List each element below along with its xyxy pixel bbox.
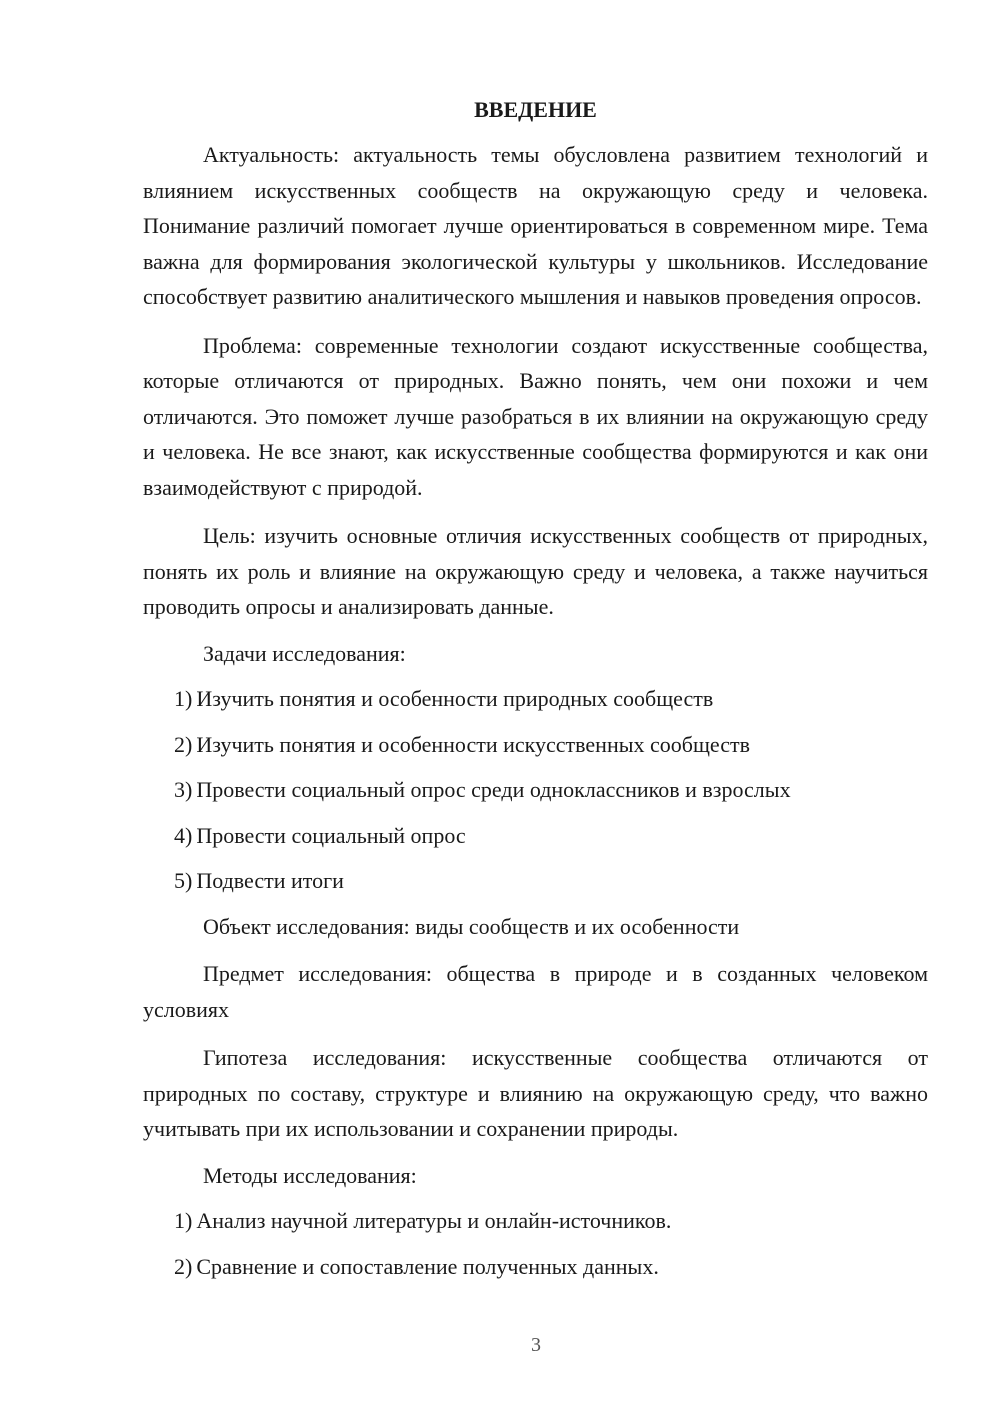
list-item [143, 1251, 928, 1283]
list-item-text: Изучить понятия и особенности природных сообществ [196, 686, 714, 711]
list-item [143, 1205, 928, 1237]
methods-list [143, 1205, 928, 1282]
list-item-text: Провести социальный опрос [196, 822, 466, 848]
list-item-text: Провести социальный опрос среди одноклассников и взрослых [196, 777, 791, 802]
list-item-number: 1) [174, 1208, 193, 1233]
list-item-number: 2) [174, 731, 193, 757]
tasks-title: Задачи исследования: [203, 640, 406, 666]
list-item-text: Изучить понятия и особенности искусственных сообществ [196, 731, 750, 757]
problem-paragraph: Проблема: современные технологии создают искусственные сообщества, которые отличаются от природных. Важно понять, чем они похожи и чем отличаются. Это поможет лучше разобраться в их влиянии на окружающую среду и человека. Не все знают, как искусственные сообщества формируются и как они взаимодействуют с природой. [143, 332, 928, 500]
list-item [143, 729, 928, 761]
list-item-text: Сравнение и сопоставление полученных данных. [196, 1253, 659, 1279]
list-item [143, 865, 928, 897]
list-item-number: 2) [174, 1253, 193, 1279]
tasks-list [143, 683, 928, 897]
list-item-number: 1) [174, 686, 193, 711]
list-item-number: 4) [174, 822, 193, 848]
page-title: ВВЕДЕНИЕ [474, 97, 597, 122]
research-subject: Предмет исследования: общества в природе и в созданных человеком условиях [143, 961, 928, 1022]
page-content [143, 95, 928, 1296]
list-item-number: 3) [174, 777, 193, 802]
goal-paragraph: Цель: изучить основные отличия искусственных сообществ от природных, понять их роль и влияние на окружающую среду и человека, а также научиться проводить опросы и анализировать данные. [143, 523, 928, 619]
page-number: 3 [531, 1334, 541, 1356]
list-item-text: Анализ научной литературы и онлайн-источников. [196, 1208, 672, 1233]
list-item [143, 774, 928, 806]
research-object: Объект исследования: виды сообществ и их особенности [203, 913, 740, 939]
methods-title: Методы исследования: [203, 1162, 417, 1188]
list-item-text: Подвести итоги [196, 868, 344, 893]
relevance-paragraph: Актуальность: актуальность темы обусловлена развитием технологий и влиянием искусственных сообществ на окружающую среду и человека. Понимание различий помогает лучше ориентироваться в современном мире. Тема важна для формирования экологической культуры у школьников. Исследование способствует развитию аналитического мышления и навыков проведения опросов. [143, 142, 928, 309]
list-item [143, 683, 928, 715]
hypothesis-paragraph: Гипотеза исследования: искусственные сообщества отличаются от природных по составу, структуре и влиянию на окружающую среду, что важно учитывать при их использовании и сохранении природы. [143, 1045, 928, 1141]
list-item [143, 820, 928, 852]
list-item-number: 5) [174, 868, 193, 893]
